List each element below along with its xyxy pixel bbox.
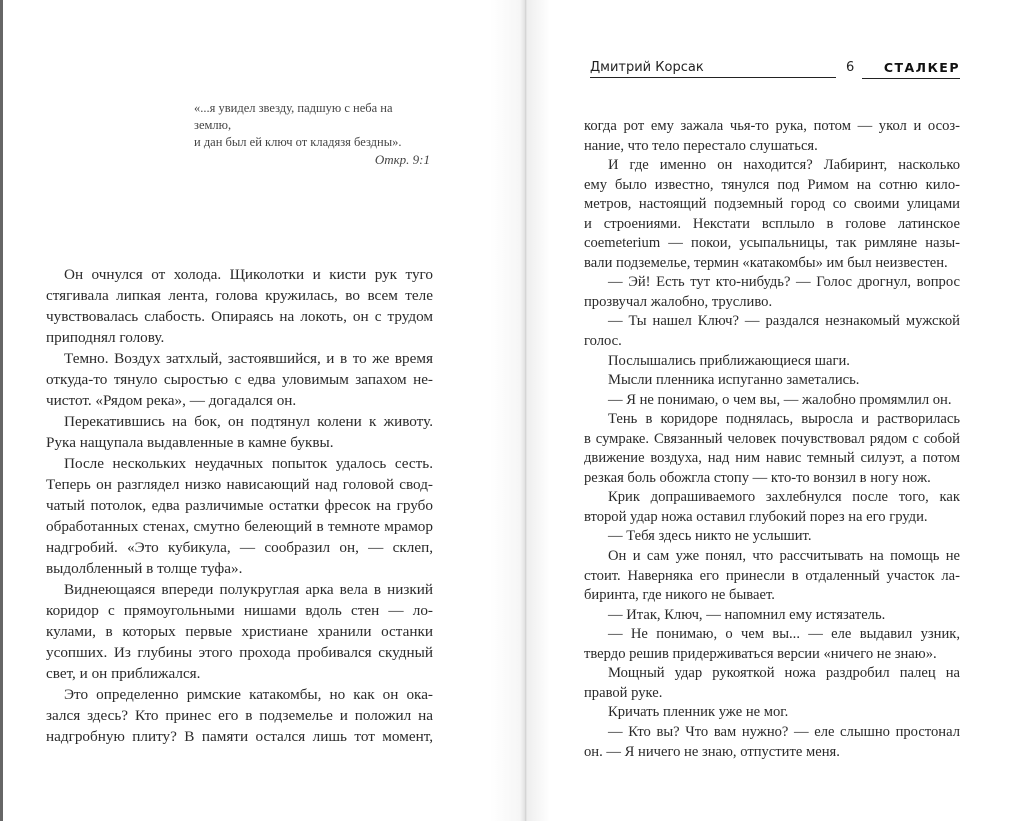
paragraph (584, 371, 960, 391)
text-line: — Тебя здесь никто не услышит. (608, 528, 812, 545)
text-line: Он и сам уже понял, что рассчитывать на помощь не (608, 548, 960, 565)
right-page-text (584, 117, 960, 762)
text-line: Это определенно римские катакомбы, но как он ока- (64, 686, 433, 703)
text-line: ему было известно, тянулся под Римом на сотню кило- (584, 176, 960, 193)
paragraph (584, 547, 960, 606)
book-spine (490, 0, 550, 821)
text-line: надгробий. «Это кубикула, — сообразил он, — склеп, (46, 539, 433, 556)
left-page-text (46, 264, 433, 747)
text-line: резкая боль обожгла стопу — кто-то вонзил в ногу нож. (584, 469, 931, 486)
text-line: Тень в коридоре поднялась, выросла и растворилась (608, 411, 960, 428)
text-line: Он очнулся от холода. Щиколотки и кисти рук туго (64, 266, 433, 283)
text-line: — Эй! Есть тут кто-нибудь? — Голос дрогнул, вопрос (608, 274, 960, 291)
page-number: 6 (846, 60, 855, 75)
text-line: coemeterium — покои, усыпальницы, так римляне назы- (584, 235, 960, 252)
header-series: СТАЛКЕР (862, 60, 960, 79)
paragraph (46, 264, 433, 348)
text-line: обработанных стенах, смутно белеющий в темноте мрамор (46, 518, 433, 535)
paragraph (584, 723, 960, 762)
epigraph-line: и дан был ей ключ от кладязя бездны». (194, 135, 402, 149)
paragraph (46, 684, 433, 747)
text-line: Мысли пленника испуганно заметались. (608, 372, 860, 389)
text-line: После нескольких неудачных попыток удалось сесть. (64, 455, 433, 472)
paragraph (584, 625, 960, 664)
text-line: Виднеющаяся впереди полукруглая арка вела в низкий (64, 581, 433, 598)
paragraph (584, 156, 960, 273)
text-line: свет, и он приближался. (46, 665, 201, 682)
epigraph-line: «...я увидел звезду, падшую с неба на землю, (194, 101, 393, 132)
text-line: второй удар ножа оставил глубокий порез на его груди. (584, 508, 928, 525)
text-line: надгробную плиту? В памяти остался лишь тот момент, (46, 728, 433, 745)
header-author: Дмитрий Корсак (590, 60, 836, 78)
text-line: голос. (584, 333, 622, 350)
text-line: Рука нащупала выдавленные в камне буквы. (46, 434, 334, 451)
text-line: Теперь он разглядел низко нависающий над головой свод- (46, 476, 433, 493)
text-line: коридор с прямоугольными нишами вдоль стен — ло- (46, 602, 433, 619)
paragraph (46, 411, 433, 453)
paragraph (584, 606, 960, 626)
text-line: откуда-то тянуло сыростью с едва уловимым запахом не- (46, 371, 433, 388)
text-line: кулами, в которых первые христиане хранили останки (46, 623, 433, 640)
text-line: усопших. Из глубины этого прохода пробивался скудный (46, 644, 433, 661)
paragraph (584, 664, 960, 703)
text-line: — Я не понимаю, о чем вы, — жалобно промямлил он. (608, 391, 952, 408)
paragraph (584, 352, 960, 372)
text-line: чувствовалась слабость. Опираясь на локоть, он с трудом (46, 308, 433, 325)
text-line: он. — Я ничего не знаю, отпустите меня. (584, 743, 840, 760)
paragraph (584, 703, 960, 723)
text-line: зался здесь? Кто принес его в подземелье и положил на (46, 707, 433, 724)
paragraph (584, 117, 960, 156)
paragraph (584, 527, 960, 547)
text-line: чистот. «Рядом река», — догадался он. (46, 392, 297, 409)
window-edge (0, 0, 3, 821)
epigraph-source: Откр. 9:1 (374, 152, 430, 167)
text-line: метров, настоящий подземный город со своими улицами (584, 196, 960, 213)
text-line: — Не понимаю, о чем вы... — еле выдавил узник, (608, 626, 960, 643)
text-line: в сумраке. Связанный человек почувствовал рядом с собой (584, 430, 960, 447)
text-line: Темно. Воздух затхлый, застоявшийся, и в то же время (64, 350, 433, 367)
text-line: биринта, где никого не бывает. (584, 587, 775, 604)
text-line: чатый потолок, едва различимые остатки фресок на грубо (46, 497, 433, 514)
text-line: приподнял голову. (46, 329, 165, 346)
text-line: Перекатившись на бок, он подтянул колени к животу. (64, 413, 433, 430)
paragraph (46, 348, 433, 411)
paragraph (584, 273, 960, 312)
text-line: прозвучал жалобно, трусливо. (584, 293, 773, 310)
paragraph (46, 453, 433, 579)
text-line: И где именно он находится? Лабиринт, насколько (608, 157, 960, 174)
text-line: движение воздуха, над ним навис темный силуэт, а потом (584, 450, 960, 467)
text-line: правой руке. (584, 684, 663, 701)
text-line: Кричать пленник уже не мог. (608, 704, 789, 721)
text-line: Послышались приближающиеся шаги. (608, 352, 850, 369)
text-line: — Итак, Ключ, — напомнил ему истязатель. (608, 606, 886, 623)
text-line: — Ты нашел Ключ? — раздался незнакомый мужской (608, 313, 960, 330)
text-line: Мощный удар рукояткой ножа раздробил палец на (608, 665, 960, 682)
paragraph (584, 391, 960, 411)
text-line: и строениями. Некстати всплыло в голове латинское (584, 215, 960, 232)
running-header (590, 60, 960, 82)
text-line: нание, что тело перестало слушаться. (584, 137, 818, 154)
paragraph (584, 488, 960, 527)
text-line: выдолбленный в толще туфа». (46, 560, 243, 577)
text-line: стоит. Наверняка его принесли в отдаленный участок ла- (584, 567, 960, 584)
text-line: — Кто вы? Что вам нужно? — еле слышно простонал (608, 723, 960, 740)
text-line: твердо решив придерживаться версии «ничего не знаю». (584, 645, 937, 662)
paragraph (584, 410, 960, 488)
paragraph (584, 312, 960, 351)
paragraph (46, 579, 433, 684)
text-line: Крик допрашиваемого захлебнулся после того, как (608, 489, 960, 506)
text-line: когда рот ему зажала чья-то рука, потом — укол и осоз- (584, 118, 960, 134)
text-line: стягивала липкая лента, голова кружилась, во всем теле (46, 287, 433, 304)
text-line: вали подземелье, термин «катакомбы» им был неизвестен. (584, 254, 948, 271)
epigraph (194, 100, 430, 168)
